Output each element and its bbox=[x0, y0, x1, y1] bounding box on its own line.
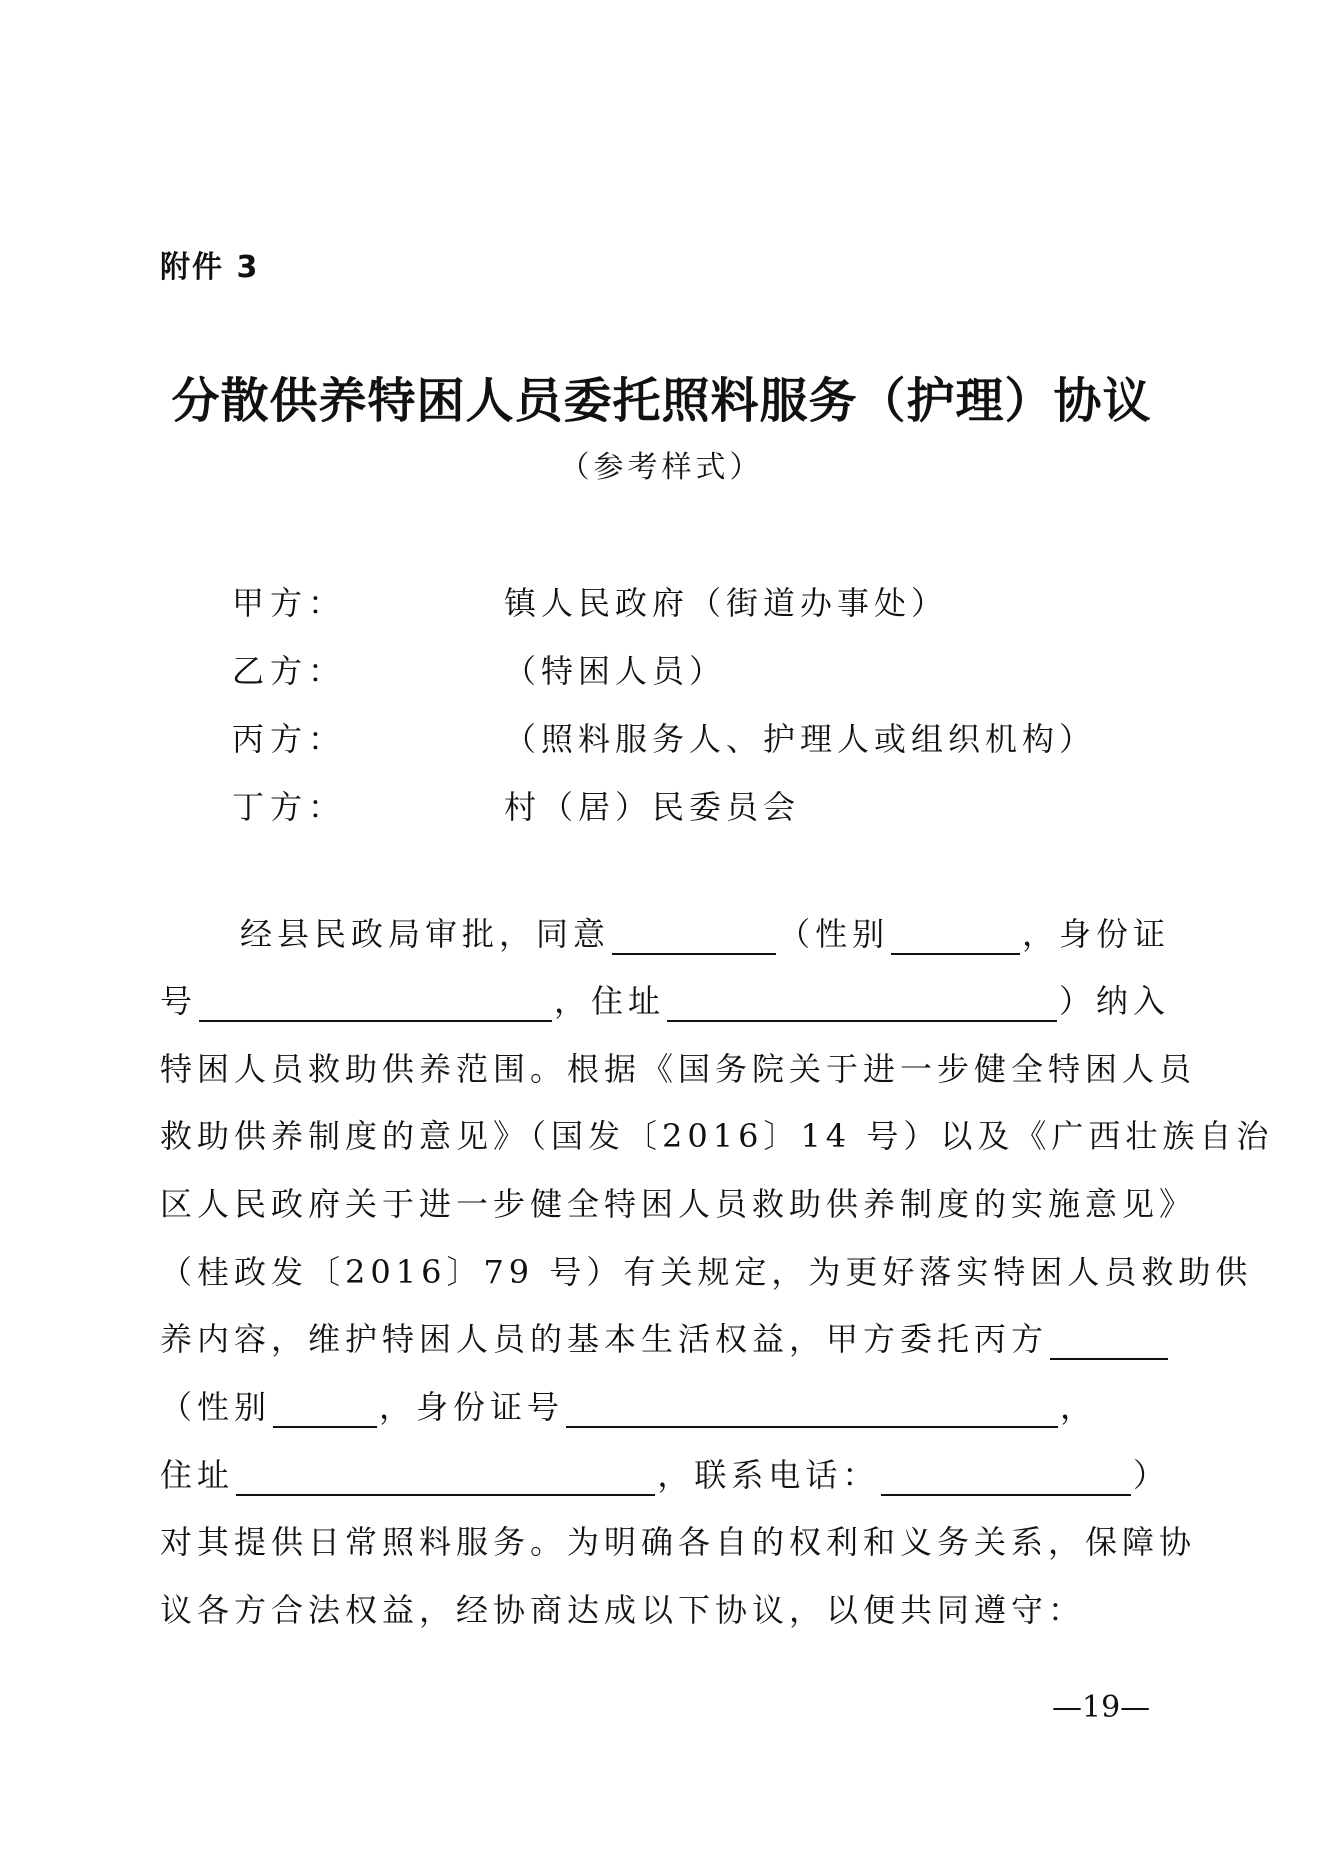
body-line-2 bbox=[160, 982, 1170, 1022]
party-c bbox=[232, 714, 1096, 760]
attachment-label: 附件 3 bbox=[160, 250, 260, 285]
body-text: （桂政发〔2016〕79 号）有关规定，为更好落实特困人员救助供 bbox=[160, 1253, 1253, 1291]
body-line-3 bbox=[160, 1050, 1197, 1090]
page-number: —19— bbox=[1052, 1690, 1151, 1725]
party-value: （照料服务人、护理人或组织机构） bbox=[504, 720, 1097, 758]
body-text: ， bbox=[1060, 1388, 1098, 1426]
party-label: 甲方： bbox=[232, 584, 347, 622]
body-text: ） bbox=[1132, 1456, 1170, 1494]
body-text: ）纳入 bbox=[1058, 982, 1170, 1020]
party-label: 丁方： bbox=[232, 788, 347, 826]
body-text: 区人民政府关于进一步健全特困人员救助供养制度的实施意见》 bbox=[160, 1185, 1197, 1223]
body-text: 特困人员救助供养范围。根据《国务院关于进一步健全特困人员 bbox=[160, 1050, 1197, 1088]
body-line-7 bbox=[160, 1320, 1170, 1360]
caregiver-name-blank[interactable] bbox=[1050, 1328, 1168, 1360]
document-subtitle: （参考样式） bbox=[559, 450, 764, 485]
party-value: 镇人民政府（街道办事处） bbox=[504, 584, 949, 622]
body-line-9 bbox=[160, 1456, 1170, 1496]
body-line-5 bbox=[160, 1185, 1197, 1225]
id-number-blank[interactable] bbox=[199, 990, 552, 1022]
body-line-10 bbox=[160, 1523, 1197, 1563]
party-label: 丙方： bbox=[232, 720, 347, 758]
body-text: 住址 bbox=[160, 1456, 235, 1494]
caregiver-phone-blank[interactable] bbox=[881, 1464, 1131, 1496]
body-line-8 bbox=[160, 1388, 1170, 1428]
party-label: 乙方： bbox=[232, 652, 347, 690]
caregiver-address-blank[interactable] bbox=[236, 1464, 655, 1496]
body-text: 号 bbox=[160, 982, 198, 1020]
body-text: 经县民政局审批，同意 bbox=[240, 915, 611, 953]
body-line-6 bbox=[160, 1253, 1253, 1293]
caregiver-gender-blank[interactable] bbox=[273, 1396, 377, 1428]
body-text: ，住址 bbox=[553, 982, 665, 1020]
body-text: 议各方合法权益，经协商达成以下协议，以便共同遵守： bbox=[160, 1591, 1086, 1629]
body-line-4 bbox=[160, 1117, 1274, 1157]
gender-blank[interactable] bbox=[891, 923, 1020, 955]
body-text: （性别 bbox=[778, 915, 890, 953]
party-value: 村（居）民委员会 bbox=[504, 788, 801, 826]
body-line-11 bbox=[160, 1591, 1170, 1631]
body-text: 对其提供日常照料服务。为明确各自的权利和义务关系，保障协 bbox=[160, 1523, 1197, 1561]
body-text: （性别 bbox=[160, 1388, 272, 1426]
party-b bbox=[232, 646, 726, 692]
body-text: ，身份证号 bbox=[379, 1388, 565, 1426]
body-text: ，联系电话： bbox=[657, 1456, 880, 1494]
body-text: ，身份证 bbox=[1021, 915, 1170, 953]
address-blank[interactable] bbox=[667, 990, 1057, 1022]
party-d bbox=[232, 782, 800, 828]
body-line-1 bbox=[240, 915, 1170, 955]
party-a bbox=[232, 578, 948, 624]
name-blank[interactable] bbox=[612, 923, 776, 955]
body-text: 救助供养制度的意见》（国发〔2016〕14 号）以及《广西壮族自治 bbox=[160, 1117, 1274, 1155]
party-value: （特困人员） bbox=[504, 652, 727, 690]
document-title: 分散供养特困人员委托照料服务（护理）协议 bbox=[171, 373, 1152, 429]
caregiver-id-blank[interactable] bbox=[566, 1396, 1058, 1428]
body-text: 养内容，维护特困人员的基本生活权益，甲方委托丙方 bbox=[160, 1320, 1049, 1358]
